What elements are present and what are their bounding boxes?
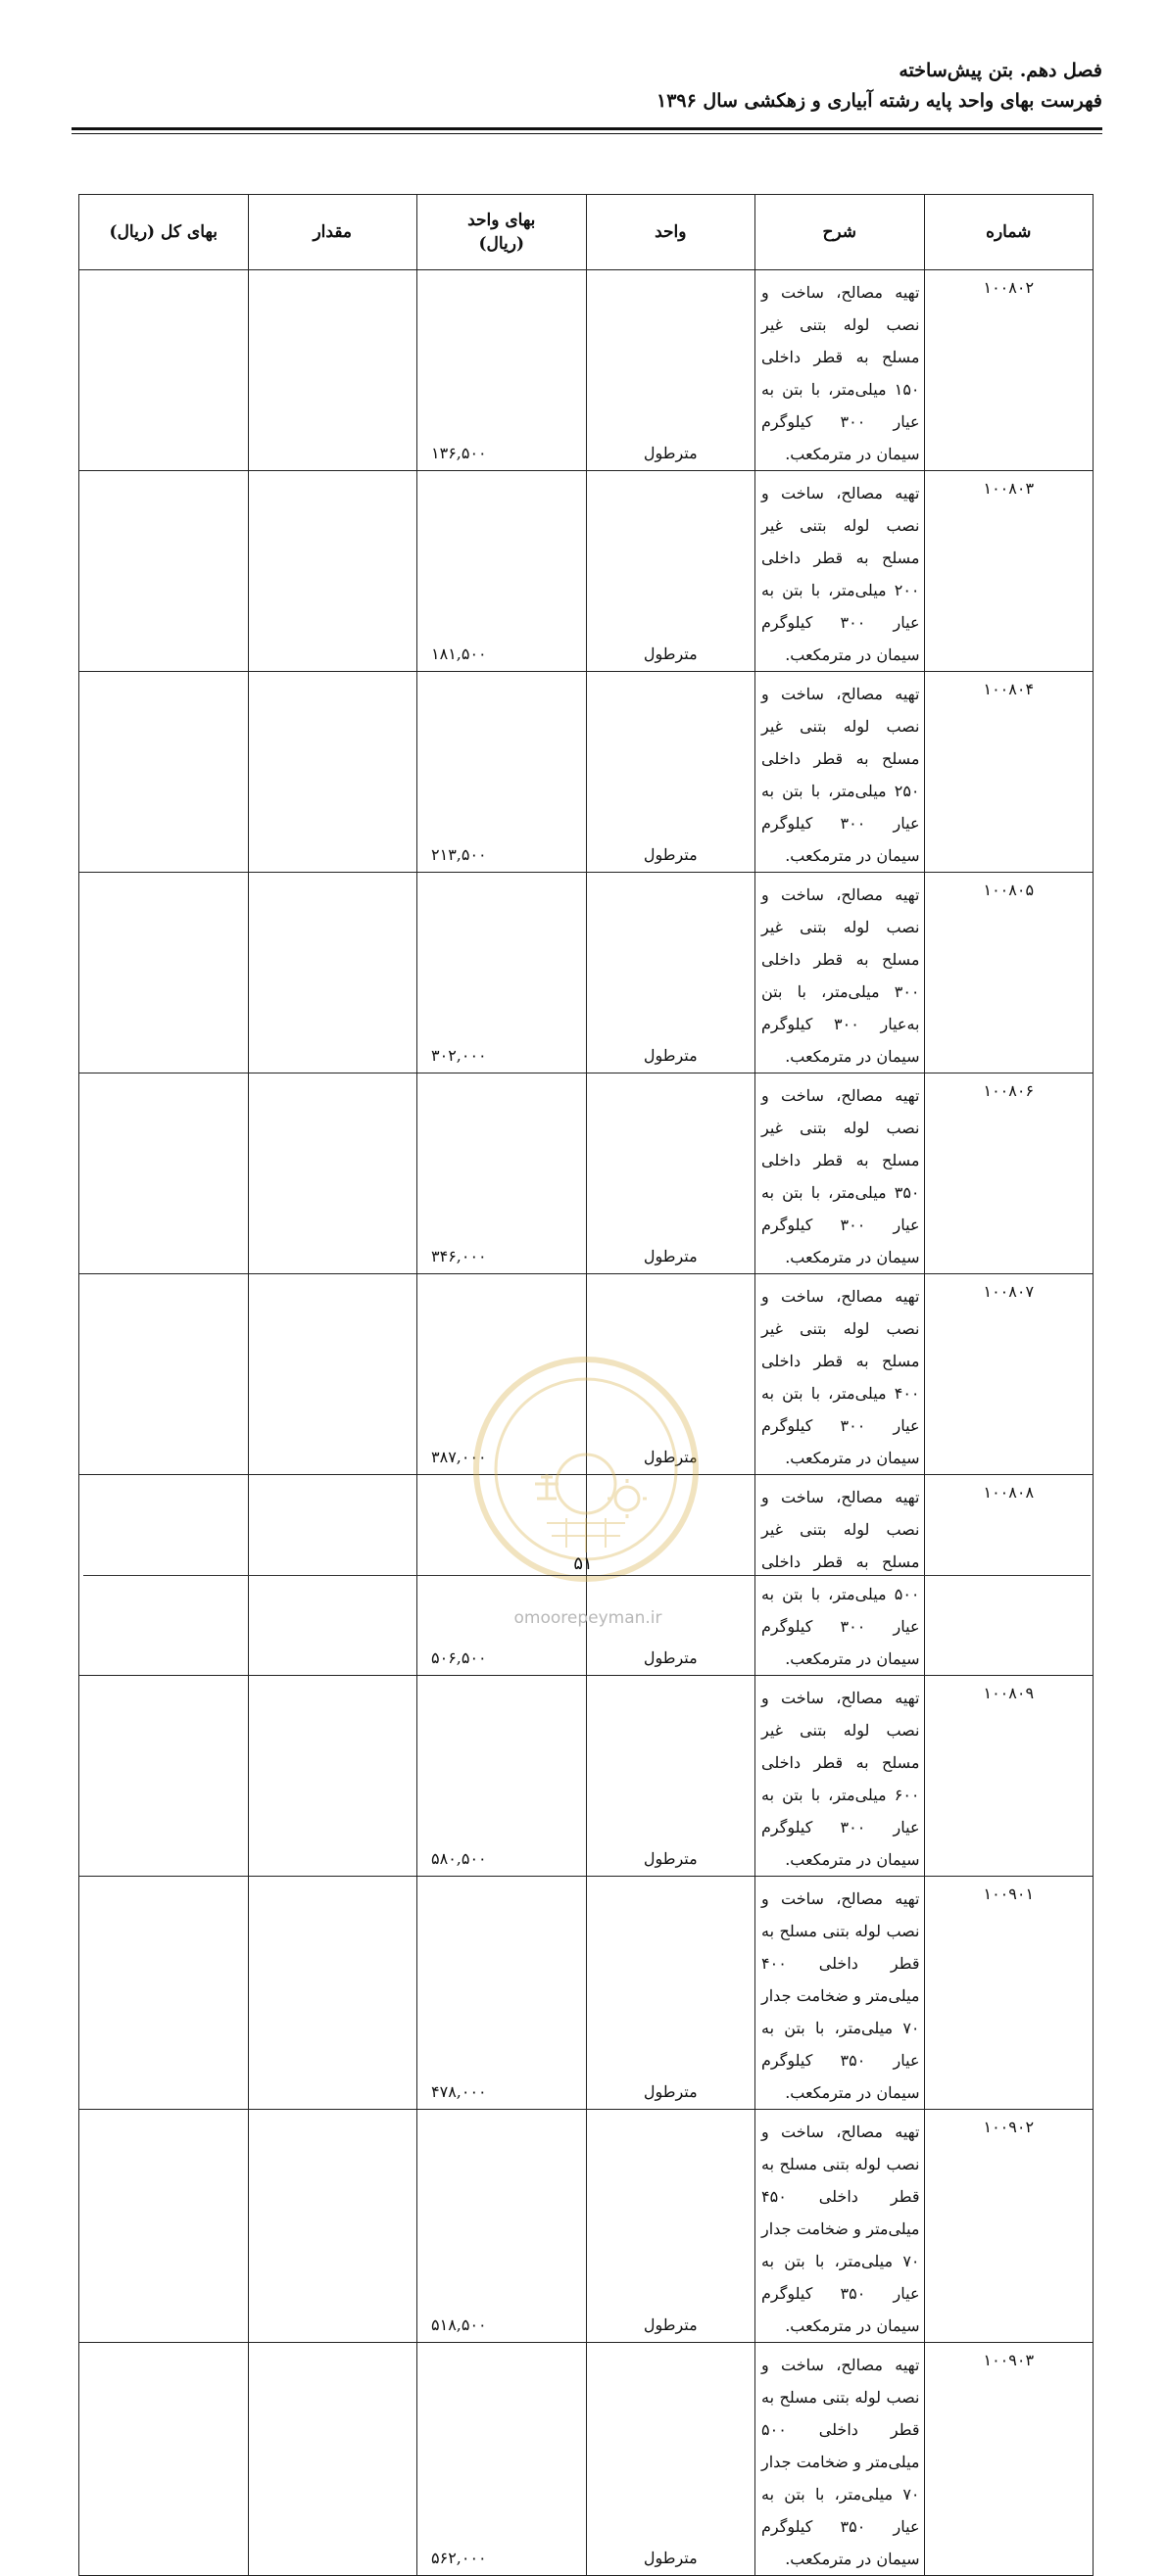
- item-unit-price: ۱۳۶,۵۰۰: [417, 270, 587, 471]
- item-quantity: [248, 1877, 417, 2110]
- item-total: [79, 1877, 249, 2110]
- price-list-table: [78, 194, 1094, 2576]
- document-subtitle: فهرست بهای واحد پایه رشته آبیاری و زهکشی سال ۱۳۹۶: [656, 90, 1102, 112]
- item-description: تهیه مصالح، ساخت و نصب لوله بتنی غیر مسلح به قطر داخلی ۶۰۰ میلی‌متر، با بتن به عیار ۳۰۰ کیلوگرم سیمان در مترمکعب.: [755, 1676, 925, 1877]
- chapter-title: فصل دهم. بتن پیش‌ساخته: [899, 60, 1102, 81]
- item-quantity: [248, 1274, 417, 1475]
- item-total: [79, 1676, 249, 1877]
- item-quantity: [248, 1676, 417, 1877]
- header-divider-thin: [72, 133, 1102, 134]
- item-total: [79, 270, 249, 471]
- item-unit: مترطول: [586, 2343, 755, 2576]
- item-code: ۱۰۰۸۰۲: [924, 270, 1094, 471]
- column-header-unit-price: [417, 195, 587, 270]
- column-header-code: شماره: [924, 195, 1094, 270]
- item-unit: مترطول: [586, 1475, 755, 1676]
- item-description: تهیه مصالح، ساخت و نصب لوله بتنی غیر مسلح به قطر داخلی ۲۵۰ میلی‌متر، با بتن به عیار ۳۰۰ کیلوگرم سیمان در مترمکعب.: [755, 672, 925, 873]
- item-description: تهیه مصالح، ساخت و نصب لوله بتنی غیر مسلح به قطر داخلی ۱۵۰ میلی‌متر، با بتن به عیار ۳۰۰ کیلوگرم سیمان در مترمکعب.: [755, 270, 925, 471]
- item-code: ۱۰۰۸۰۵: [924, 873, 1094, 1073]
- item-unit-price: ۳۴۶,۰۰۰: [417, 1073, 587, 1274]
- item-total: [79, 2110, 249, 2343]
- column-header-total: بهای کل (ریال): [79, 195, 249, 270]
- item-unit-price: ۵۰۶,۵۰۰: [417, 1475, 587, 1676]
- table-header-row: [79, 195, 1094, 270]
- item-description: تهیه مصالح، ساخت و نصب لوله بتنی غیر مسلح به قطر داخلی ۳۰۰ میلی‌متر، با بتن به‌عیار ۳۰۰ کیلوگرم سیمان در مترمکعب.: [755, 873, 925, 1073]
- item-quantity: [248, 471, 417, 672]
- table-row: [79, 1073, 1094, 1274]
- table-row: [79, 2343, 1094, 2576]
- item-description: تهیه مصالح، ساخت و نصب لوله بتنی غیر مسلح به قطر داخلی ۵۰۰ میلی‌متر، با بتن به عیار ۳۰۰ کیلوگرم سیمان در مترمکعب.: [755, 1475, 925, 1676]
- table-row: [79, 1274, 1094, 1475]
- table-row: [79, 1676, 1094, 1877]
- item-unit-price: ۱۸۱,۵۰۰: [417, 471, 587, 672]
- item-code: ۱۰۰۹۰۱: [924, 1877, 1094, 2110]
- unit-price-label: بهای واحد: [467, 211, 536, 230]
- item-code: ۱۰۰۸۰۹: [924, 1676, 1094, 1877]
- item-unit: مترطول: [586, 1274, 755, 1475]
- item-quantity: [248, 2343, 417, 2576]
- header-divider-thick: [72, 127, 1102, 130]
- item-unit: مترطول: [586, 1877, 755, 2110]
- item-unit: مترطول: [586, 2110, 755, 2343]
- item-total: [79, 1073, 249, 1274]
- item-total: [79, 672, 249, 873]
- item-code: ۱۰۰۸۰۸: [924, 1475, 1094, 1676]
- item-unit: مترطول: [586, 1676, 755, 1877]
- table-row: [79, 672, 1094, 873]
- item-description: تهیه مصالح، ساخت و نصب لوله بتنی غیر مسلح به قطر داخلی ۲۰۰ میلی‌متر، با بتن به عیار ۳۰۰ کیلوگرم سیمان در مترمکعب.: [755, 471, 925, 672]
- footer-divider: [83, 1575, 1091, 1576]
- item-unit-price: ۳۸۷,۰۰۰: [417, 1274, 587, 1475]
- item-unit-price: ۴۷۸,۰۰۰: [417, 1877, 587, 2110]
- item-unit-price: ۵۸۰,۵۰۰: [417, 1676, 587, 1877]
- table-row: [79, 270, 1094, 471]
- item-description: تهیه مصالح، ساخت و نصب لوله بتنی مسلح به قطر داخلی ۵۰۰ میلی‌متر و ضخامت جدار ۷۰ میلی‌متر، با بتن به عیار ۳۵۰ کیلوگرم سیمان در مترمکعب.: [755, 2343, 925, 2576]
- item-unit: مترطول: [586, 270, 755, 471]
- item-code: ۱۰۰۹۰۳: [924, 2343, 1094, 2576]
- item-quantity: [248, 1073, 417, 1274]
- item-unit: مترطول: [586, 672, 755, 873]
- item-quantity: [248, 672, 417, 873]
- table-row: [79, 873, 1094, 1073]
- item-total: [79, 1274, 249, 1475]
- item-quantity: [248, 873, 417, 1073]
- table-row: [79, 2110, 1094, 2343]
- item-code: ۱۰۰۸۰۶: [924, 1073, 1094, 1274]
- item-unit: مترطول: [586, 1073, 755, 1274]
- watermark-url: omoorepeyman.ir: [513, 1608, 662, 1628]
- item-unit-price: ۳۰۲,۰۰۰: [417, 873, 587, 1073]
- item-description: تهیه مصالح، ساخت و نصب لوله بتنی مسلح به قطر داخلی ۴۰۰ میلی‌متر و ضخامت جدار ۷۰ میلی‌متر، با بتن به عیار ۳۵۰ کیلوگرم سیمان در مترمکعب.: [755, 1877, 925, 2110]
- item-total: [79, 471, 249, 672]
- item-description: تهیه مصالح، ساخت و نصب لوله بتنی مسلح به قطر داخلی ۴۵۰ میلی‌متر و ضخامت جدار ۷۰ میلی‌متر، با بتن به عیار ۳۵۰ کیلوگرم سیمان در مترمکعب.: [755, 2110, 925, 2343]
- item-description: تهیه مصالح، ساخت و نصب لوله بتنی غیر مسلح به قطر داخلی ۴۰۰ میلی‌متر، با بتن به عیار ۳۰۰ کیلوگرم سیمان در مترمکعب.: [755, 1274, 925, 1475]
- item-code: ۱۰۰۸۰۴: [924, 672, 1094, 873]
- item-quantity: [248, 2110, 417, 2343]
- item-total: [79, 873, 249, 1073]
- item-description: تهیه مصالح، ساخت و نصب لوله بتنی غیر مسلح به قطر داخلی ۳۵۰ میلی‌متر، با بتن به عیار ۳۰۰ کیلوگرم سیمان در مترمکعب.: [755, 1073, 925, 1274]
- item-unit-price: ۲۱۳,۵۰۰: [417, 672, 587, 873]
- unit-price-currency: (ریال): [478, 234, 525, 254]
- column-header-unit: واحد: [586, 195, 755, 270]
- column-header-quantity: مقدار: [248, 195, 417, 270]
- item-unit: مترطول: [586, 873, 755, 1073]
- item-unit-price: ۵۱۸,۵۰۰: [417, 2110, 587, 2343]
- item-total: [79, 2343, 249, 2576]
- item-unit: مترطول: [586, 471, 755, 672]
- item-unit-price: ۵۶۲,۰۰۰: [417, 2343, 587, 2576]
- item-quantity: [248, 270, 417, 471]
- item-code: ۱۰۰۸۰۷: [924, 1274, 1094, 1475]
- table-row: [79, 1877, 1094, 2110]
- table-row: [79, 471, 1094, 672]
- item-code: ۱۰۰۸۰۳: [924, 471, 1094, 672]
- column-header-description: شرح: [755, 195, 925, 270]
- item-code: ۱۰۰۹۰۲: [924, 2110, 1094, 2343]
- page-number: ۵۱: [573, 1553, 593, 1574]
- page-header: [73, 55, 1102, 116]
